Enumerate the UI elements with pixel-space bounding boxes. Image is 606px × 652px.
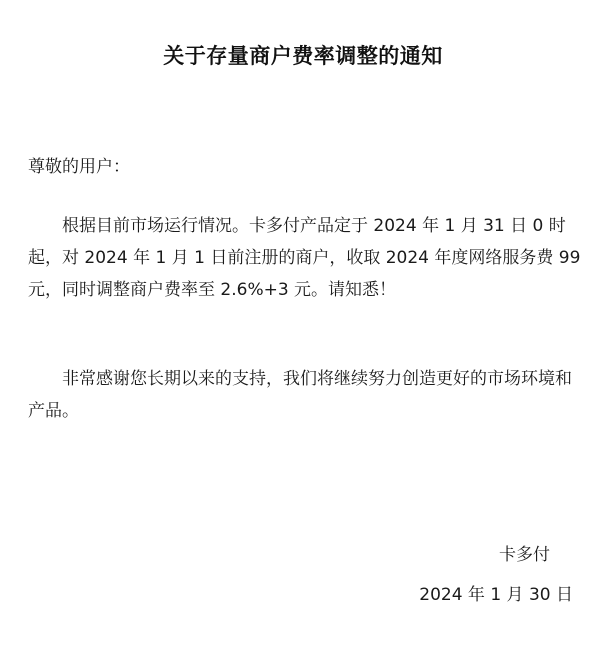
notice-greeting: 尊敬的用户： — [28, 157, 130, 177]
notice-signature: 卡多付 — [499, 545, 550, 565]
notice-date: 2024 年 1 月 30 日 — [419, 585, 573, 605]
notice-title: 关于存量商户费率调整的通知 — [163, 43, 443, 68]
notice-paragraph-thanks: 非常感谢您长期以来的支持，我们将继续努力创造更好的市场环境和产品。 — [28, 369, 572, 421]
notice-paragraph-fee-adjustment: 根据目前市场运行情况。卡多付产品定于 2024 年 1 月 31 日 0 时起，对 2024 年 1 月 1 日前注册的商户，收取 2024 年度网络服务费 99 元，同时调整商户费率至 2.6%+3 元。请知悉！ — [28, 216, 581, 300]
